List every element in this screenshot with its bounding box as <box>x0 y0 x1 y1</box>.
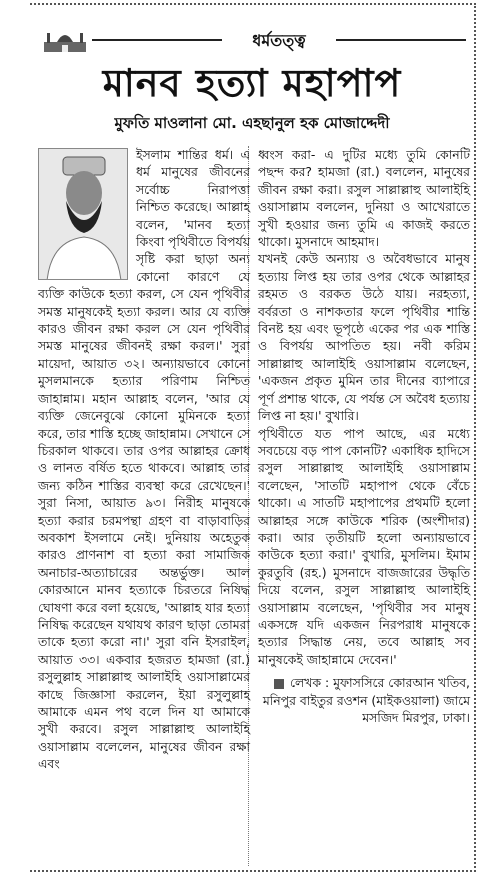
author-signature <box>258 674 470 726</box>
header-rule-right <box>336 39 466 41</box>
article-author: মুফতি মাওলানা মো. এহছানুল হক মোজাদ্দেদী <box>114 114 390 132</box>
right-paragraph-3: পৃথিবীতে যত পাপ আছে, এর মধ্যে সবচেয়ে বড় পাপ কোনটি? একাধিক হাদিসে রসুল সাল্লাল্লাহু আলাইহি ওয়াসাল্লাম বলেছেন, 'সাতটি মহাপাপ থেকে বেঁচে থাকো। এ সাতটি মহাপাপের প্রথমটি হলো আল্লাহর সঙ্গে কাউকে শরিক (অংশীদার) করা। আর তৃতীয়টি হলো অন্যায়ভাবে কাউকে হত্যা করা।' বুখারি, মুসলিম। ইমাম কুরতুবি (রহ.) মুসনাদে বাজজারের উদ্ধৃতি দিয়ে বলেন, রসুল সাল্লাল্লাহু আলাইহি ওয়াসাল্লাম বলেছেন, 'পৃথিবীর সব মানুষ একসঙ্গে যদি একজন নিরপরাধ মানুষকে হত্যার সিদ্ধান্ত নেয়, তবে আল্লাহ সব মানুষকেই জাহান্নামে দেবেন।' <box>258 425 470 667</box>
top-dotted-border <box>30 3 472 5</box>
signature-text: লেখক : মুফাসসিরে কোরআন খতিব, মনিপুর বাইতুর রওশন (মাইকওয়ালা) জামে মসজিদ মিরপুর, ঢাকা। <box>262 675 470 725</box>
bottom-dotted-border <box>30 870 472 872</box>
section-label: ধর্মতত্ত্ব <box>252 31 306 50</box>
section-header <box>36 26 468 56</box>
square-bullet-icon <box>274 679 284 689</box>
article-column-right <box>258 146 470 726</box>
portrait-icon <box>39 149 128 280</box>
left-paragraph-1: ইসলাম শান্তির ধর্ম। এ ধর্ম মানুষের জীবনের সর্বোচ্চ নিরাপত্তা নিশ্চিত করেছে। আল্লাহ বলেন, 'মানব হত্যা কিংবা পৃথিবীতে বিপর্যয় সৃষ্টি করা ছাড়া অন্য কোনো কারণে যে ব্যক্তি কাউকে হত্যা করল, সে যেন পৃথিবীর সমস্ত মানুষকেই হত্যা করল। আর যে ব্যক্তি কারও জীবন রক্ষা করল সে যেন পৃথিবীর সমস্ত মানুষের জীবনই রক্ষা করল।' সুরা মায়েদা, আয়াত ৩২। অন্যায়ভাবে কোনো মুসলমানকে হত্যার পরিণাম নিশ্চিত জাহান্নাম। মহান আল্লাহ বলেন, 'আর যে ব্যক্তি জেনেবুঝে কোনো মুমিনকে হত্যা করে, তার শাস্তি হচ্ছে জাহান্নাম। সেখানে সে চিরকাল থাকবে। তার ওপর আল্লাহর ক্রোধ ও লানত বর্ষিত হতে থাকবে। আল্লাহ তার জন্য কঠিন শাস্তির ব্যবস্থা করে রেখেছেন।' সুরা নিসা, আয়াত ৯৩। নিরীহ মানুষকে হত্যা করার চরমপন্থা গ্রহণ বা বাড়াবাড়ির অবকাশ ইসলামে নেই। দুনিয়ায় অহেতুক কারও প্রাণনাশ বা হত্যা করা সামাজিক অনাচার-অত্যাচারের অন্তর্ভুক্ত। আল কোরআনে মানব হত্যাকে চিরতরে নিষিদ্ধ ঘোষণা করে বলা হয়েছে, 'আল্লাহ যার হত্যা নিষিদ্ধ করেছেন যথাযথ কারণ ছাড়া তোমরা তাকে হত্যা করো না।' সুরা বনি ইসরাইল, আয়াত ৩৩। একবার হজরত হামজা (রা.) রসুলুল্লাহ সাল্লাল্লাহু আলাইহি ওয়াসাল্লামের কাছে জিজ্ঞাসা করলেন, ইয়া রসুলুল্লাহ আমাকে এমন পথ বলে দিন যা আমাকে সুখী করবে। রসুল সাল্লাল্লাহু আলাইহি ওয়াসাল্লাম বলেলেন, মানুষের জীবন রক্ষা এবং <box>38 147 250 772</box>
article-column-left <box>38 146 250 773</box>
right-dotted-border <box>474 3 476 872</box>
header-rule-left <box>92 39 222 41</box>
author-portrait <box>38 148 128 280</box>
mosque-icon <box>42 30 88 54</box>
right-paragraph-1: ধ্বংস করা- এ দুটির মধ্যে তুমি কোনটি পছন্দ কর? হামজা (রা.) বললেন, মানুষের জীবন রক্ষা করা। রসুল সাল্লাল্লাহু আলাইহি ওয়াসাল্লাম বললেন, দুনিয়া ও আখেরাতে সুখী হওয়ার জন্য তুমি এ কাজই করতে থাকো। মুসনাদে আহমাদ। <box>258 147 470 250</box>
right-paragraph-2: যখনই কেউ অন্যায় ও অবৈধভাবে মানুষ হত্যায় লিপ্ত হয় তার ওপর থেকে আল্লাহর রহমত ও বরকত উঠে যায়। নরহত্যা, বর্বরতা ও নাশকতার ফলে পৃথিবীর শান্তি বিনষ্ট হয় এবং ভূপৃষ্ঠে একের পর এক শাস্তি ও বিপর্যয় আপতিত হয়। নবী করিম সাল্লাল্লাহু আলাইহি ওয়াসাল্লাম বলেছেন, 'একজন প্রকৃত মুমিন তার দীনের ব্যাপারে পূর্ণ প্রশান্ত থাকে, যে পর্যন্ত সে অবৈধ হত্যায় লিপ্ত না হয়।' বুখারি। <box>258 251 470 424</box>
article-title: মানব হত্যা মহাপাপ <box>102 60 402 105</box>
